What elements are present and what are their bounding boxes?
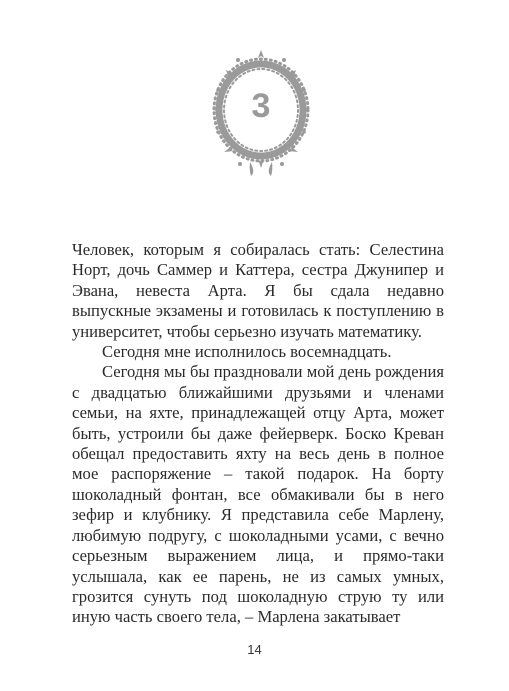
paragraph: Сегодня мне исполнилось восемнадцать. [102,342,392,362]
paragraph: Человек, которым я собиралась стать: Селестина Норт, дочь Саммер и Каттера, сестра Джунипер и Эвана, невеста Арта. Я бы сдала недавно выпускные экзамены и готовилась к поступлению в университет, чтобы серьезно изучать математику. [72,240,444,341]
chapter-number: 3 [251,87,271,125]
paragraph: Сегодня мы бы праздновали мой день рождения с двадцатью ближайшими друзьями и членами семьи, на яхте, принадлежащей отцу Арта, может быть, устроили бы даже фейерверк. Боско Креван обещал предоставить яхту на весь день в полное мое распоряжение – такой подарок. На борту шоколадный фонтан, все обмакивали бы в него зефир и клубнику. Я представила себе Марлену, любимую подругу, с шоколадными усами, с вечно серьезным выражением лица, и прямо-таки услышала, как ее парень, не из самых умных, грозится сунуть под шоколадную струю ту или иную часть своего тела, – Марлена закатывает [72,362,444,627]
page-number: 14 [247,642,262,657]
page-body [72,240,444,628]
